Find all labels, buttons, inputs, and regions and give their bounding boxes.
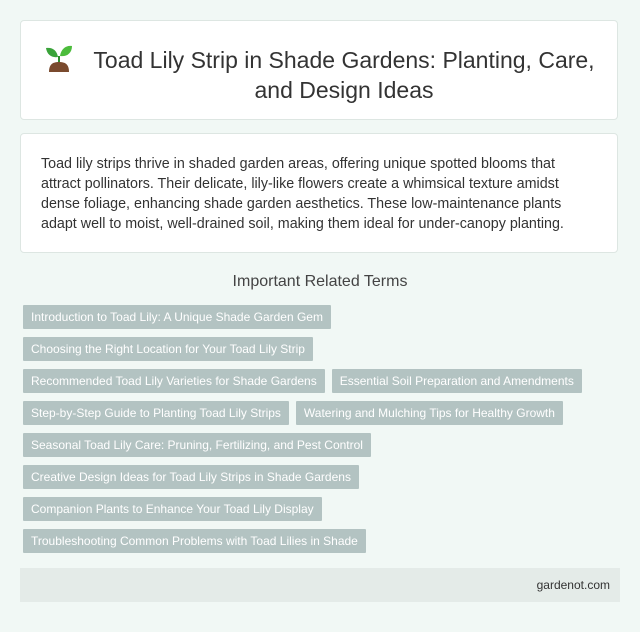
- related-term-tag[interactable]: Introduction to Toad Lily: A Unique Shade Garden Gem: [23, 305, 331, 329]
- related-term-tag[interactable]: Choosing the Right Location for Your Toad Lily Strip: [23, 337, 313, 361]
- summary-text: Toad lily strips thrive in shaded garden areas, offering unique spotted blooms that attract pollinators. Their delicate, lily-like flowers create a whimsical texture amidst dense foliage, enhancing shade garden aesthetics. These low-maintenance plants adapt well to moist, well-drained soil, making them ideal for under-canopy planting.: [41, 156, 564, 232]
- related-terms-list: [23, 305, 617, 553]
- related-term-tag[interactable]: Creative Design Ideas for Toad Lily Strips in Shade Gardens: [23, 465, 359, 489]
- related-term-tag[interactable]: Companion Plants to Enhance Your Toad Lily Display: [23, 497, 322, 521]
- related-term-tag[interactable]: Watering and Mulching Tips for Healthy Growth: [296, 401, 563, 425]
- related-term-tag[interactable]: Troubleshooting Common Problems with Toad Lilies in Shade: [23, 529, 366, 553]
- footer-site-link[interactable]: gardenot.com: [536, 578, 610, 592]
- related-term-tag[interactable]: Essential Soil Preparation and Amendments: [332, 369, 582, 393]
- related-term-tag[interactable]: Recommended Toad Lily Varieties for Shade Gardens: [23, 369, 325, 393]
- related-terms-heading: Important Related Terms: [232, 273, 408, 290]
- related-term-tag[interactable]: Step-by-Step Guide to Planting Toad Lily Strips: [23, 401, 289, 425]
- title-card: [20, 20, 618, 120]
- related-term-tag[interactable]: Seasonal Toad Lily Care: Pruning, Fertilizing, and Pest Control: [23, 433, 371, 457]
- footer: [20, 568, 620, 602]
- seedling-icon: [45, 43, 73, 73]
- page-title: Toad Lily Strip in Shade Gardens: Planting, Care, and Design Ideas: [93, 47, 595, 103]
- summary-card: [20, 133, 618, 253]
